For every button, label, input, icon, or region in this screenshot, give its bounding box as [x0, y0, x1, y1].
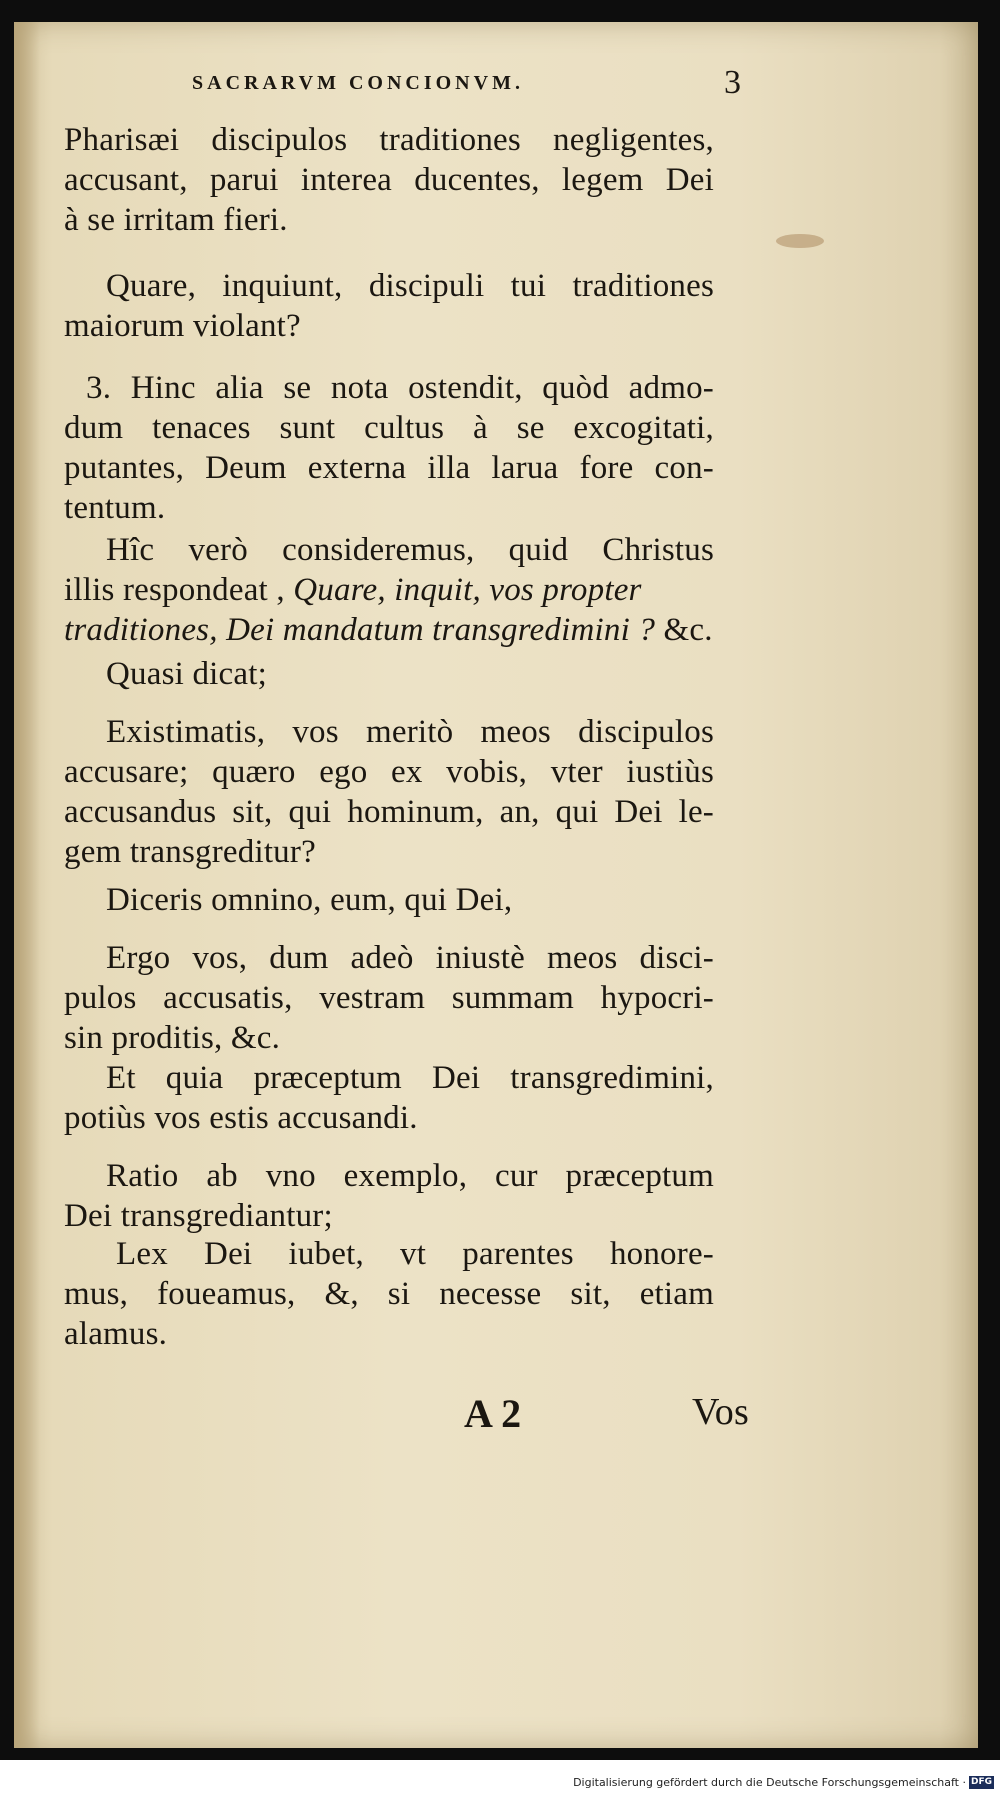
paragraph-7 [64, 880, 714, 920]
text-line: mus, foueamus, &, si necesse sit, etiam [64, 1276, 714, 1312]
text-line: Quare, inquiunt, discipuli tui traditiones [106, 268, 714, 304]
text-roman: &c. [655, 612, 713, 648]
text-line: sin proditis, &c. [64, 1020, 281, 1056]
text-italic: Quare, inquit, vos propter [293, 572, 642, 608]
paragraph-2 [64, 266, 714, 346]
paragraph-10 [64, 1156, 714, 1236]
text-line: Quasi dicat; [106, 656, 267, 692]
text-line: tentum. [64, 490, 166, 526]
text-line: accusare; quæro ego ex vobis, vter iustiùs [64, 754, 714, 790]
text-line: Pharisæi discipulos traditiones negligentes, [64, 122, 714, 158]
text-line: putantes, Deum externa illa larua fore con- [64, 450, 714, 486]
page-spine-shadow [14, 22, 40, 1748]
text-line [64, 570, 714, 610]
text-line: accusant, parui interea ducentes, legem Dei [64, 162, 714, 198]
paragraph-1 [64, 120, 714, 240]
digitization-credit [573, 1776, 994, 1789]
paragraph-3 [64, 368, 714, 528]
text-line: Dei transgrediantur; [64, 1198, 333, 1234]
text-line: Ratio ab vno exemplo, cur præceptum [106, 1158, 714, 1194]
dfg-logo: DFG [970, 1777, 992, 1787]
text-roman: illis respondeat , [64, 572, 294, 608]
text-line: Existimatis, vos meritò meos discipulos [106, 714, 714, 750]
text-line: accusandus sit, qui hominum, an, qui Dei le- [64, 794, 714, 830]
text-line: maiorum violant? [64, 308, 301, 344]
text-line: Diceris omnino, eum, qui Dei, [106, 882, 513, 918]
text-line: gem transgreditur? [64, 834, 316, 870]
paragraph-6 [64, 712, 714, 872]
paragraph-5 [64, 654, 714, 694]
book-page [14, 22, 978, 1748]
text-line [64, 610, 714, 650]
signature-mark: A 2 [464, 1391, 522, 1436]
paragraph-11 [64, 1234, 714, 1354]
text-line: potiùs vos estis accusandi. [64, 1100, 418, 1136]
text-line: Ergo vos, dum adeò iniustè meos disci- [106, 940, 714, 976]
paragraph-4 [64, 530, 714, 650]
credit-text: Digitalisierung gefördert durch die Deutsche Forschungsgemeinschaft · [573, 1776, 966, 1789]
running-head: SACRARVM CONCIONVM. [192, 72, 524, 94]
paper-stain [776, 234, 824, 248]
paragraph-8 [64, 938, 714, 1058]
text-line: Lex Dei iubet, vt parentes honore- [116, 1236, 714, 1272]
catchword: Vos [692, 1391, 749, 1433]
text-line: à se irritam fieri. [64, 202, 288, 238]
paragraph-9 [64, 1058, 714, 1138]
text-line: 3. Hinc alia se nota ostendit, quòd admo- [86, 370, 714, 406]
text-line: Et quia præceptum Dei transgredimini, [106, 1060, 714, 1096]
text-line: alamus. [64, 1316, 168, 1352]
text-line: pulos accusatis, vestram summam hypocri- [64, 980, 714, 1016]
text-line: dum tenaces sunt cultus à se excogitati, [64, 410, 714, 446]
page-number: 3 [724, 64, 742, 101]
text-italic: traditiones, Dei mandatum transgredimini ? [64, 612, 656, 648]
text-line: Hîc verò consideremus, quid Christus [106, 532, 714, 568]
